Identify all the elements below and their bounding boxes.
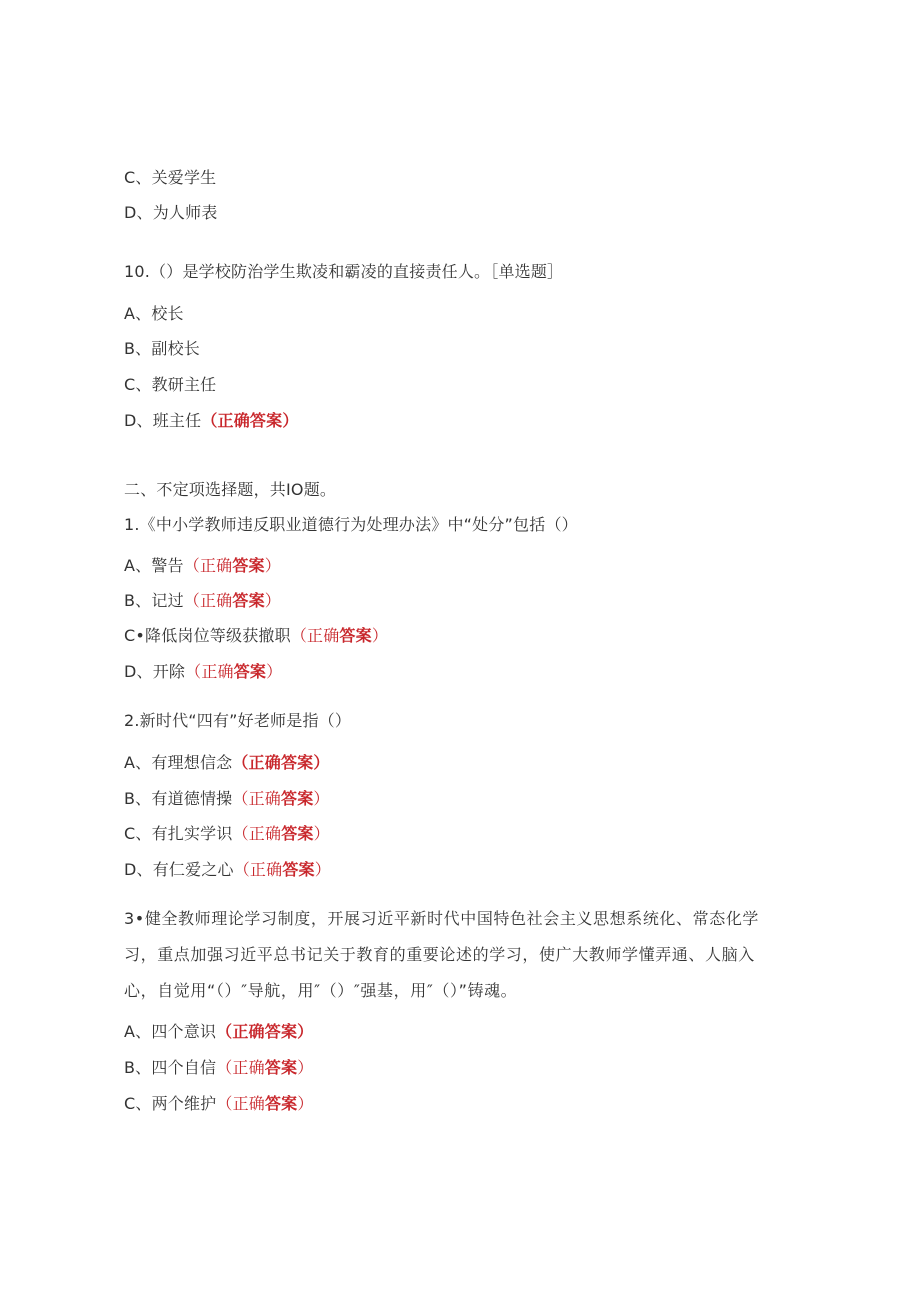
m2-option-a: [124, 753, 330, 773]
m1-option-a-text: A、警告: [124, 556, 184, 575]
m1-option-d-text: D、开除: [124, 662, 186, 681]
m3-option-b-text: B、四个自信: [124, 1058, 217, 1077]
m2-option-d: [124, 860, 331, 880]
m1-option-a: [124, 556, 281, 576]
correct-answer-label: （正确答案）: [233, 860, 331, 879]
m2-option-c: [124, 824, 330, 844]
q9-option-d: D、为人师表: [124, 203, 218, 222]
q9-option-c: C、关爱学生: [124, 168, 217, 187]
q10-option-a: A、校长: [124, 304, 184, 323]
m1-option-c: [124, 626, 388, 646]
correct-answer-label: （正确答案）: [216, 1022, 314, 1041]
correct-answer-label: （正确答案）: [216, 1094, 314, 1113]
m3-option-b: [124, 1058, 313, 1078]
correct-answer-label: （正确答案）: [232, 824, 330, 843]
m3-option-c: [124, 1094, 314, 1114]
q10-option-c: C、教研主任: [124, 375, 217, 394]
m1-stem: 1.《中小学教师违反职业道德行为处理办法》中“处分”包括（）: [124, 515, 578, 534]
q10-option-d-text: D、班主任: [124, 411, 202, 430]
m2-stem: 2.新时代“四有”好老师是指（）: [124, 711, 352, 730]
m3-option-a: [124, 1022, 313, 1042]
m1-option-b: [124, 591, 281, 611]
m1-option-b-text: B、记过: [124, 591, 184, 610]
correct-answer-label: （正确答案）: [232, 753, 330, 772]
section-heading: 二、不定项选择题，共IO题。: [124, 480, 337, 499]
q10-stem: 10.（）是学校防治学生欺凌和霸凌的直接责任人。［单选题］: [124, 262, 564, 281]
correct-answer-label: （正确答案）: [183, 591, 281, 610]
correct-answer-label: （正确答案）: [185, 662, 283, 681]
m2-option-b-text: B、有道德情操: [124, 789, 233, 808]
correct-answer-label: （正确答案）: [290, 626, 389, 645]
q10-option-b: B、副校长: [124, 339, 200, 358]
m3-stem: 3•健全教师理论学习制度，开展习近平新时代中国特色社会主义思想系统化、常态化学习，重点加强习近平总书记关于教育的重要论述的学习，使广大教师学懂弄通、人脑入心，自觉用“（）″导航，用″（）″强基，用″（）”铸魂。: [124, 909, 760, 1000]
correct-answer-label: （正确答案）: [201, 411, 299, 430]
q10-option-d: [124, 411, 299, 431]
correct-answer-label: （正确答案）: [232, 789, 330, 808]
m2-option-a-text: A、有理想信念: [124, 753, 233, 772]
correct-answer-label: （正确答案）: [216, 1058, 314, 1077]
m2-option-d-text: D、有仁爱之心: [124, 860, 234, 879]
m3-option-c-text: C、两个维护: [124, 1094, 217, 1113]
m1-option-d: [124, 662, 282, 682]
m2-option-c-text: C、有扎实学识: [124, 824, 233, 843]
correct-answer-label: （正确答案）: [183, 556, 281, 575]
m1-option-c-text: C•降低岗位等级获撤职: [124, 626, 291, 645]
m3-option-a-text: A、四个意识: [124, 1022, 217, 1041]
m2-option-b: [124, 789, 330, 809]
